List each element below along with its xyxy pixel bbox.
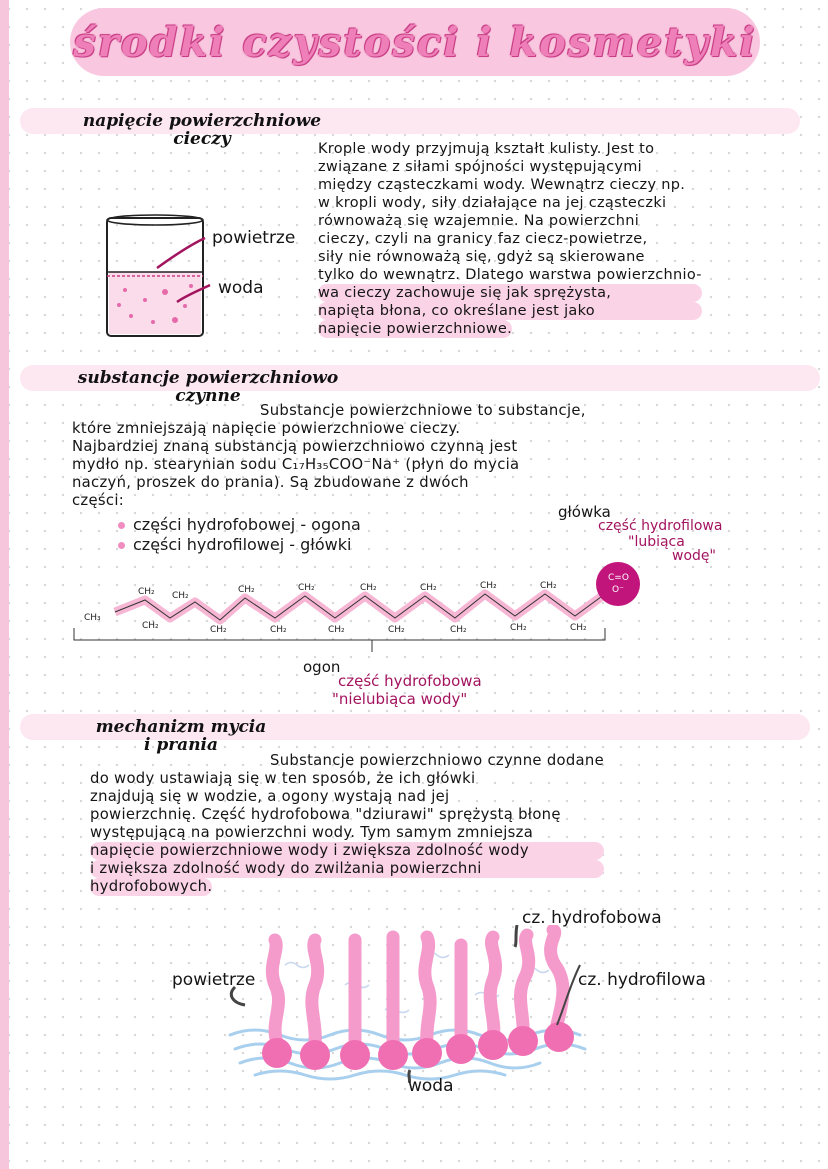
section-heading [62,112,342,148]
paragraph-line: Substancje powierzchniowo czynne dodane [270,752,605,769]
head-quote: wodę" [672,548,716,564]
tail-description: część hydrofobowa [338,672,482,690]
paragraph-line: napięta błona, co określane jest jako [318,302,702,320]
ch2-label: CH₂ [238,585,255,595]
air-label: powietrze [212,228,296,248]
paragraph-line: naczyń, proszek do prania). Są zbudowane z dwóch [72,474,469,491]
section-paragraph [318,140,702,338]
water-label: woda [408,1076,454,1096]
paragraph-line: między cząsteczkami wody. Wewnątrz cieczy np. [318,177,686,193]
stearate-molecule-diagram [70,560,650,660]
paragraph-line: wa cieczy zachowuje się jak sprężysta, [318,284,702,302]
paragraph-line: i zwiększa zdolność wody do zwilżania powierzchni [90,860,604,878]
paragraph-line: związane z siłami spójności występującymi [318,159,642,175]
air-label: powietrze [172,970,256,990]
paragraph-line: równoważą się wzajemnie. Na powierzchni [318,213,640,229]
parts-list [118,515,361,555]
washing-mechanism-diagram [225,925,595,1085]
ch2-label: CH₂ [570,623,587,633]
ch2-label: CH₂ [510,623,527,633]
ch2-label: CH₂ [360,583,377,593]
ch2-label: CH₂ [450,625,467,635]
paragraph-line: powierzchnię. Część hydrofobowa "dziurawi" sprężystą błonę [90,806,561,823]
paragraph-line: siły nie równoważą się, gdyż są skierowane [318,249,645,265]
paragraph-line: mydło np. stearynian sodu C₁₇H₃₅COO⁻Na⁺ (płyn do mycia [72,456,520,473]
section-heading-line: cieczy [173,129,231,149]
section-heading-line: napięcie powierzchniowe [82,111,322,131]
paragraph-line: części: [72,492,125,509]
paragraph-line: tylko do wewnątrz. Dlatego warstwa powierzchnio- [318,267,702,283]
list-item: części hydrofobowej - ogona [118,515,361,535]
ch2-label: CH₂ [298,583,315,593]
ch2-label: CH₂ [270,625,287,635]
ch2-label: CH₂ [142,621,159,631]
paragraph-line: które zmniejszają napięcie powierzchniowe cieczy. [72,420,461,437]
paragraph-line: do wody ustawiają się w ten sposób, że ich główki [90,770,476,787]
head-description: część hydrofilowa [598,518,723,534]
page-title: środki czystości i kosmetyki [70,8,760,76]
list-item: części hydrofilowej - główki [118,535,361,555]
ch2-label: CH₂ [420,583,437,593]
paragraph-line: znajdują się w wodzie, a ogony wystają nad jej [90,788,450,805]
hydrophobic-label: cz. hydrofobowa [522,908,662,928]
paragraph-line: występującą na powierzchni wody. Tym samym zmniejsza [90,824,534,841]
section-paragraph [72,402,586,510]
paragraph-line: Najbardziej znaną substancją powierzchniowo czynną jest [72,438,518,455]
section-heading-line: i prania [143,735,219,755]
paragraph-line: Krople wody przyjmują kształt kulisty. Jest to [318,141,655,157]
section-heading [68,369,348,405]
head-formula: O⁻ [612,585,624,595]
paragraph-line: hydrofobowych. [90,878,213,895]
ch2-label: CH₂ [138,587,155,597]
ch2-label: CH₂ [540,581,557,591]
head-label: główka [558,503,611,521]
paragraph-line: napięcie powierzchniowe wody i zwiększa zdolność wody [90,842,604,860]
paragraph-line: cieczy, czyli na granicy faz ciecz-powietrze, [318,231,648,247]
paragraph-line: napięcie powierzchniowe. [318,321,513,337]
section-paragraph [90,752,604,896]
paragraph-line: Substancje powierzchniowe to substancje, [260,402,586,419]
section-heading-line: czynne [175,386,241,406]
ch3-label: CH₃ [84,613,101,623]
section-heading [66,718,296,754]
section-heading-line: mechanizm mycia [95,717,267,737]
paragraph-line: w kropli wody, siły działające na jej cząsteczki [318,195,667,211]
ch2-label: CH₂ [210,625,227,635]
page-edge-stripe [0,0,9,1169]
head-formula: C=O [608,573,629,583]
ch2-label: CH₂ [172,591,189,601]
water-label: woda [218,278,264,298]
hydrophilic-label: cz. hydrofilowa [578,970,706,990]
tail-label: ogon [303,658,341,676]
ch2-label: CH₂ [480,581,497,591]
section-heading-line: substancje powierzchniowo [77,368,339,388]
tail-quote: "nielubiąca wody" [332,690,468,708]
head-quote: "lubiąca [628,534,685,550]
ch2-label: CH₂ [328,625,345,635]
ch2-label: CH₂ [388,625,405,635]
